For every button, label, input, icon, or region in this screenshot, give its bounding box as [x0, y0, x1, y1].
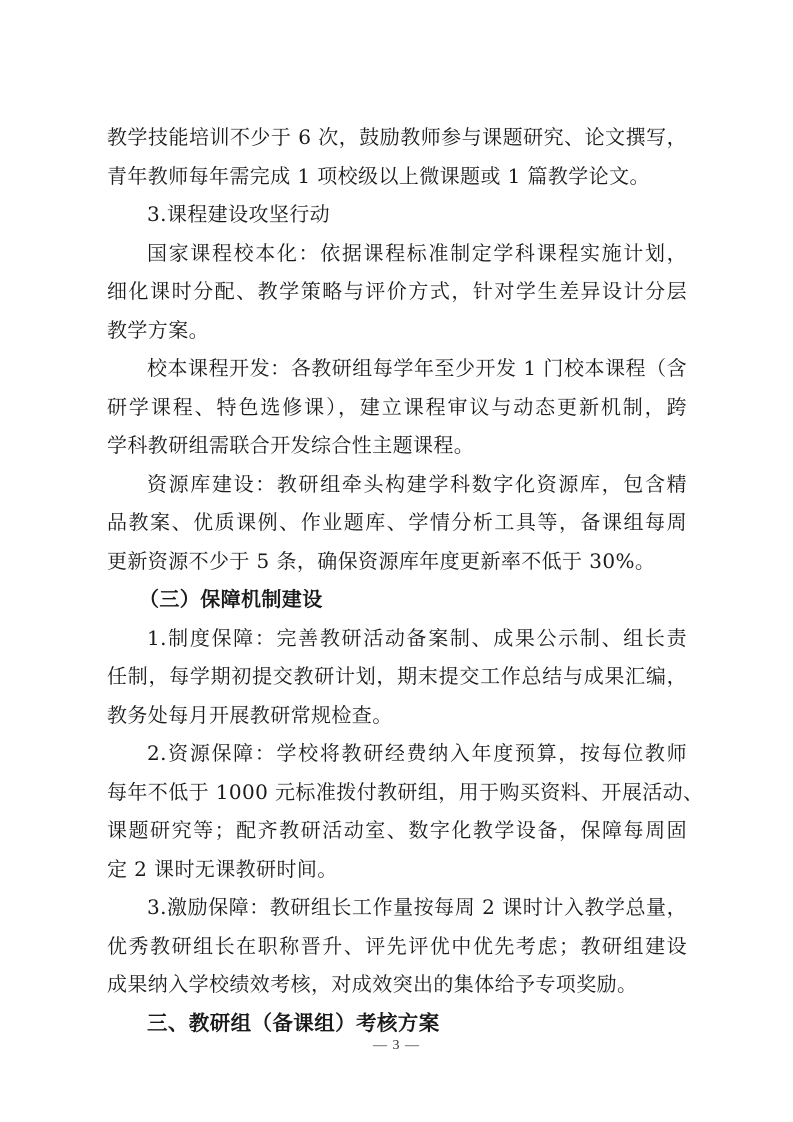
text-line: 定 2 课时无课教研时间。: [107, 856, 338, 881]
text-line: 3.激励保障：教研组长工作量按每周 2 课时计入教学总量，: [147, 895, 687, 919]
text-line: 2.资源保障：学校将教研经费纳入年度预算，按每位教师: [147, 741, 687, 765]
text-line: 研学课程、特色选修课），建立课程审议与动态更新机制，跨: [107, 394, 687, 419]
text-line: 细化课时分配、教学策略与评价方式，针对学生差异设计分层: [107, 279, 687, 303]
text-line: 校本课程开发：各教研组每学年至少开发 1 门校本课程（含: [147, 356, 687, 380]
text-line: 1.制度保障：完善教研活动备案制、成果公示制、组长责: [147, 625, 687, 650]
document-body: [107, 118, 704, 1042]
section-heading: 三、教研组（备课组）考核方案: [147, 1010, 440, 1035]
text-line: 3.课程建设攻坚行动: [147, 202, 331, 226]
text-line: 每年不低于 1000 元标准拨付教研组，用于购买资料、开展活动、: [107, 779, 704, 804]
text-line: 品教案、优质课例、作业题库、学情分析工具等，备课组每周: [107, 510, 687, 534]
subsection-heading: （三）保障机制建设: [139, 587, 323, 611]
text-line: 教学技能培训不少于 6 次，鼓励教师参与课题研究、论文撰写，: [107, 125, 687, 149]
text-line: 教务处每月开展教研常规检查。: [107, 702, 393, 727]
text-line: 更新资源不少于 5 条，确保资源库年度更新率不低于 30%。: [107, 548, 656, 573]
text-line: 青年教师每年需完成 1 项校级以上微课题或 1 篇教学论文。: [107, 163, 650, 188]
text-line: 资源库建设：教研组牵头构建学科数字化资源库，包含精: [147, 471, 687, 496]
text-line: 课题研究等；配齐教研活动室、数字化教学设备，保障每周固: [107, 818, 687, 842]
text-line: 学科教研组需联合开发综合性主题课程。: [107, 433, 475, 457]
text-line: 教学方案。: [107, 317, 209, 342]
text-line: 国家课程校本化：依据课程标准制定学科课程实施计划，: [147, 240, 687, 265]
page-number: — 3 —: [373, 1038, 420, 1053]
text-line: 任制，每学期初提交教研计划，期末提交工作总结与成果汇编，: [107, 664, 687, 688]
text-line: 成果纳入学校绩效考核，对成效突出的集体给予专项奖励。: [107, 972, 638, 996]
text-line: 优秀教研组长在职称晋升、评先评优中优先考虑；教研组建设: [107, 933, 687, 958]
